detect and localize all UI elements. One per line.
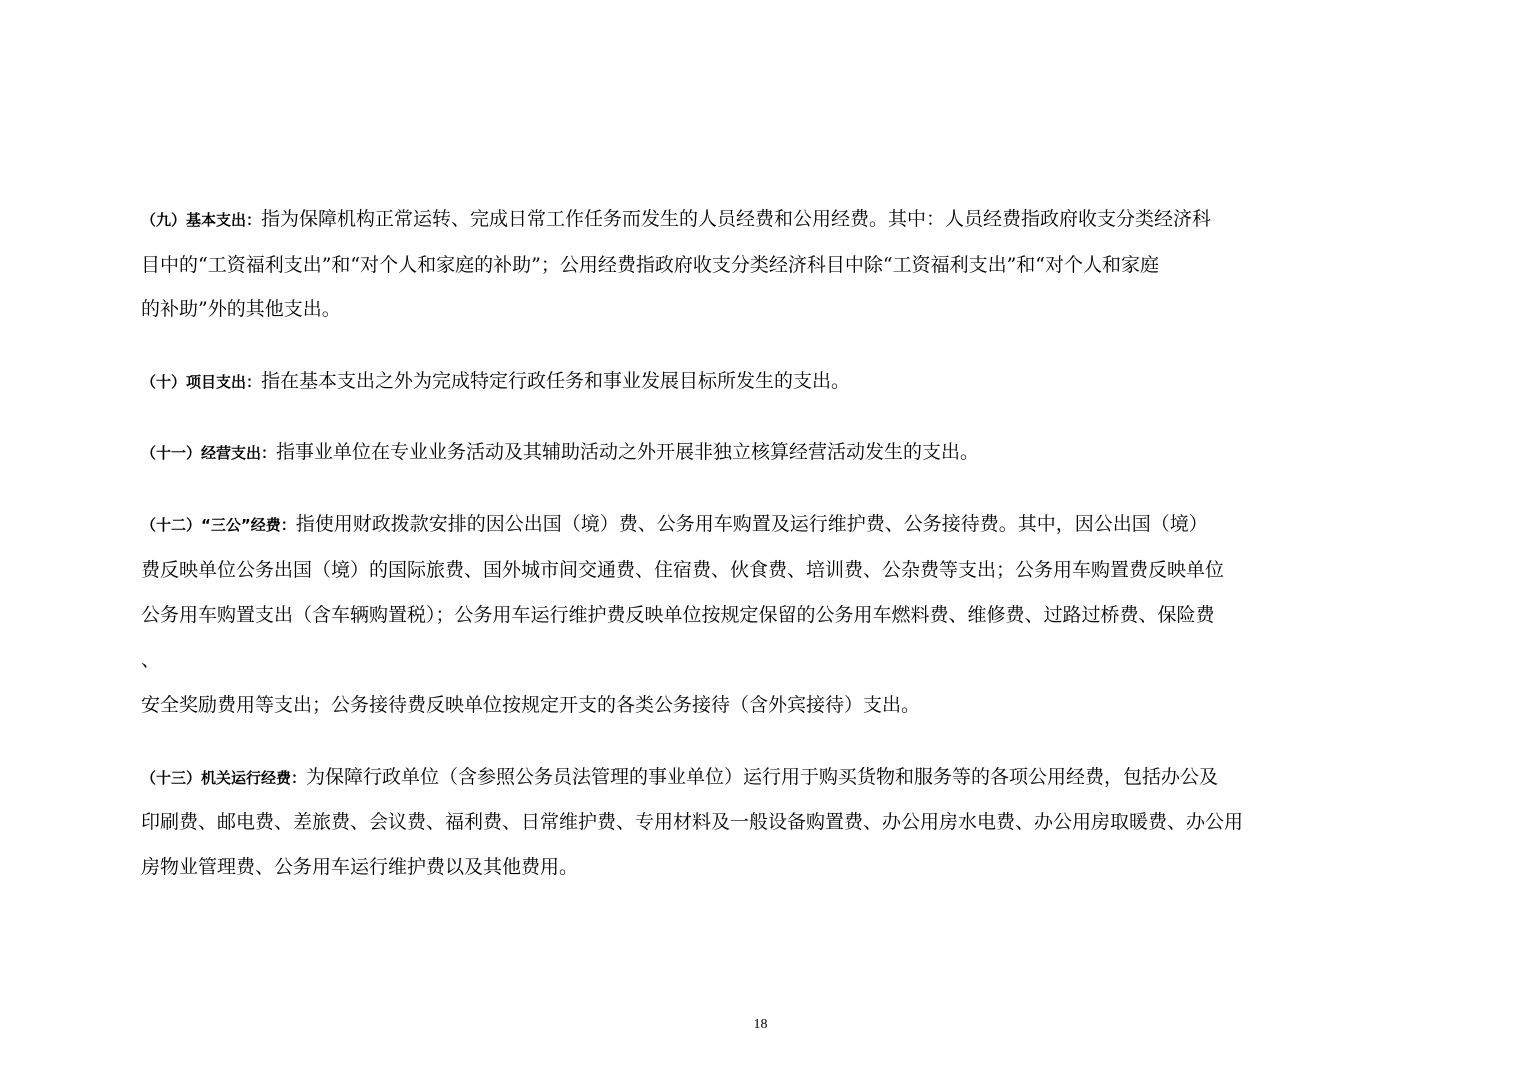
definition-text: 指在基本支出之外为完成特定行政任务和事业发展目标所发生的支出。 bbox=[261, 370, 851, 392]
definition-line: 目中的“工资福利支出”和“对个人和家庭的补助”；公用经费指政府收支分类经济科目中除“工资福利支出”和“对个人和家庭 bbox=[141, 254, 1159, 276]
definition-line: 印刷费、邮电费、差旅费、会议费、福利费、日常维护费、专用材料及一般设备购置费、办公用房水电费、办公用房取暖费、办公用 bbox=[141, 811, 1244, 833]
definition-line: 安全奖励费用等支出；公务接待费反映单位按规定开支的各类公务接待（含外宾接待）支出。 bbox=[141, 694, 921, 716]
definition-label: （十二）“三公”经费： bbox=[141, 516, 296, 534]
definition-text: 指事业单位在专业业务活动及其辅助活动之外开展非独立核算经营活动发生的支出。 bbox=[276, 441, 980, 463]
definition-line: 费反映单位公务出国（境）的国际旅费、国外城市间交通费、住宿费、伙食费、培训费、公杂费等支出；公务用车购置费反映单位 bbox=[141, 559, 1225, 581]
definition-label: （九）基本支出： bbox=[141, 211, 262, 229]
definition-label: （十）项目支出： bbox=[141, 373, 262, 391]
definition-line bbox=[141, 207, 1211, 232]
page-number: 18 bbox=[753, 1017, 768, 1032]
definition-text: 指为保障机构正常运转、完成日常工作任务而发生的人员经费和公用经费。其中：人员经费指政府收支分类经济科 bbox=[261, 208, 1212, 230]
definition-line bbox=[141, 369, 850, 394]
definition-line: 的补助”外的其他支出。 bbox=[141, 298, 341, 320]
definition-line bbox=[141, 440, 979, 465]
definition-label: （十一）经营支出： bbox=[141, 444, 277, 462]
definition-line: 房物业管理费、公务用车运行维护费以及其他费用。 bbox=[141, 856, 579, 878]
definition-line bbox=[141, 512, 1208, 537]
definition-text: 为保障行政单位（含参照公务员法管理的事业单位）运行用于购买货物和服务等的各项公用经费，包括办公及 bbox=[306, 766, 1219, 788]
definition-line: 公务用车购置支出（含车辆购置税）；公务用车运行维护费反映单位按规定保留的公务用车燃料费、维修费、过路过桥费、保险费 bbox=[141, 604, 1215, 626]
definition-label: （十三）机关运行经费： bbox=[141, 769, 307, 787]
definition-line: 、 bbox=[141, 649, 161, 671]
definition-line bbox=[141, 765, 1218, 790]
definition-text: 指使用财政拨款安排的因公出国（境）费、公务用车购置及运行维护费、公务接待费。其中，因公出国（境） bbox=[295, 513, 1208, 535]
